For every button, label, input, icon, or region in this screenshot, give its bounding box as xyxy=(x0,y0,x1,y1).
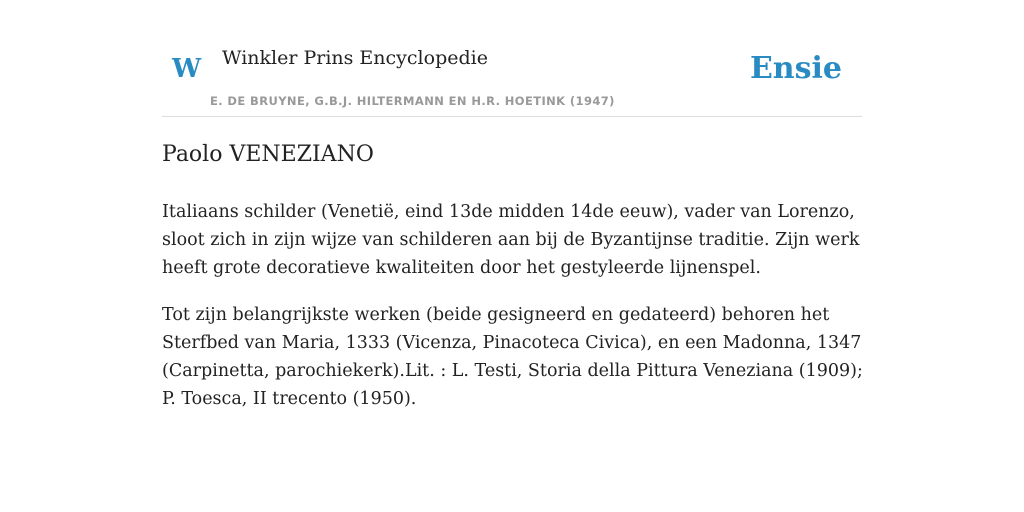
article-title: Paolo VENEZIANO xyxy=(162,142,374,167)
article-paragraph-1: Italiaans schilder (Venetië, eind 13de midden 14de eeuw), vader van Lorenzo, sloot zich in zijn wijze van schilderen aan bij de Byzantijnse traditie. Zijn werk heeft grote decoratieve kwaliteiten door het gestyleerde lijnenspel. xyxy=(162,202,860,278)
article xyxy=(162,138,868,432)
source-title[interactable]: Winkler Prins Encyclopedie xyxy=(222,47,488,69)
article-paragraph-2: Tot zijn belangrijkste werken (beide gesigneerd en gedateerd) behoren het Sterfbed van Maria, 1333 (Vicenza, Pinacoteca Civica), en een Madonna, 1347 (Carpinetta, parochiekerk).Lit. : L. Testi, Storia della Pittura Veneziana (1909); P. Toesca, II trecento (1950). xyxy=(162,305,863,409)
winkler-prins-logo[interactable]: W xyxy=(172,54,202,84)
source-header xyxy=(162,0,862,117)
source-authors: E. DE BRUYNE, G.B.J. HILTERMANN EN H.R. HOETINK (1947) xyxy=(210,94,615,108)
ensie-logo[interactable]: Ensie xyxy=(749,51,842,86)
